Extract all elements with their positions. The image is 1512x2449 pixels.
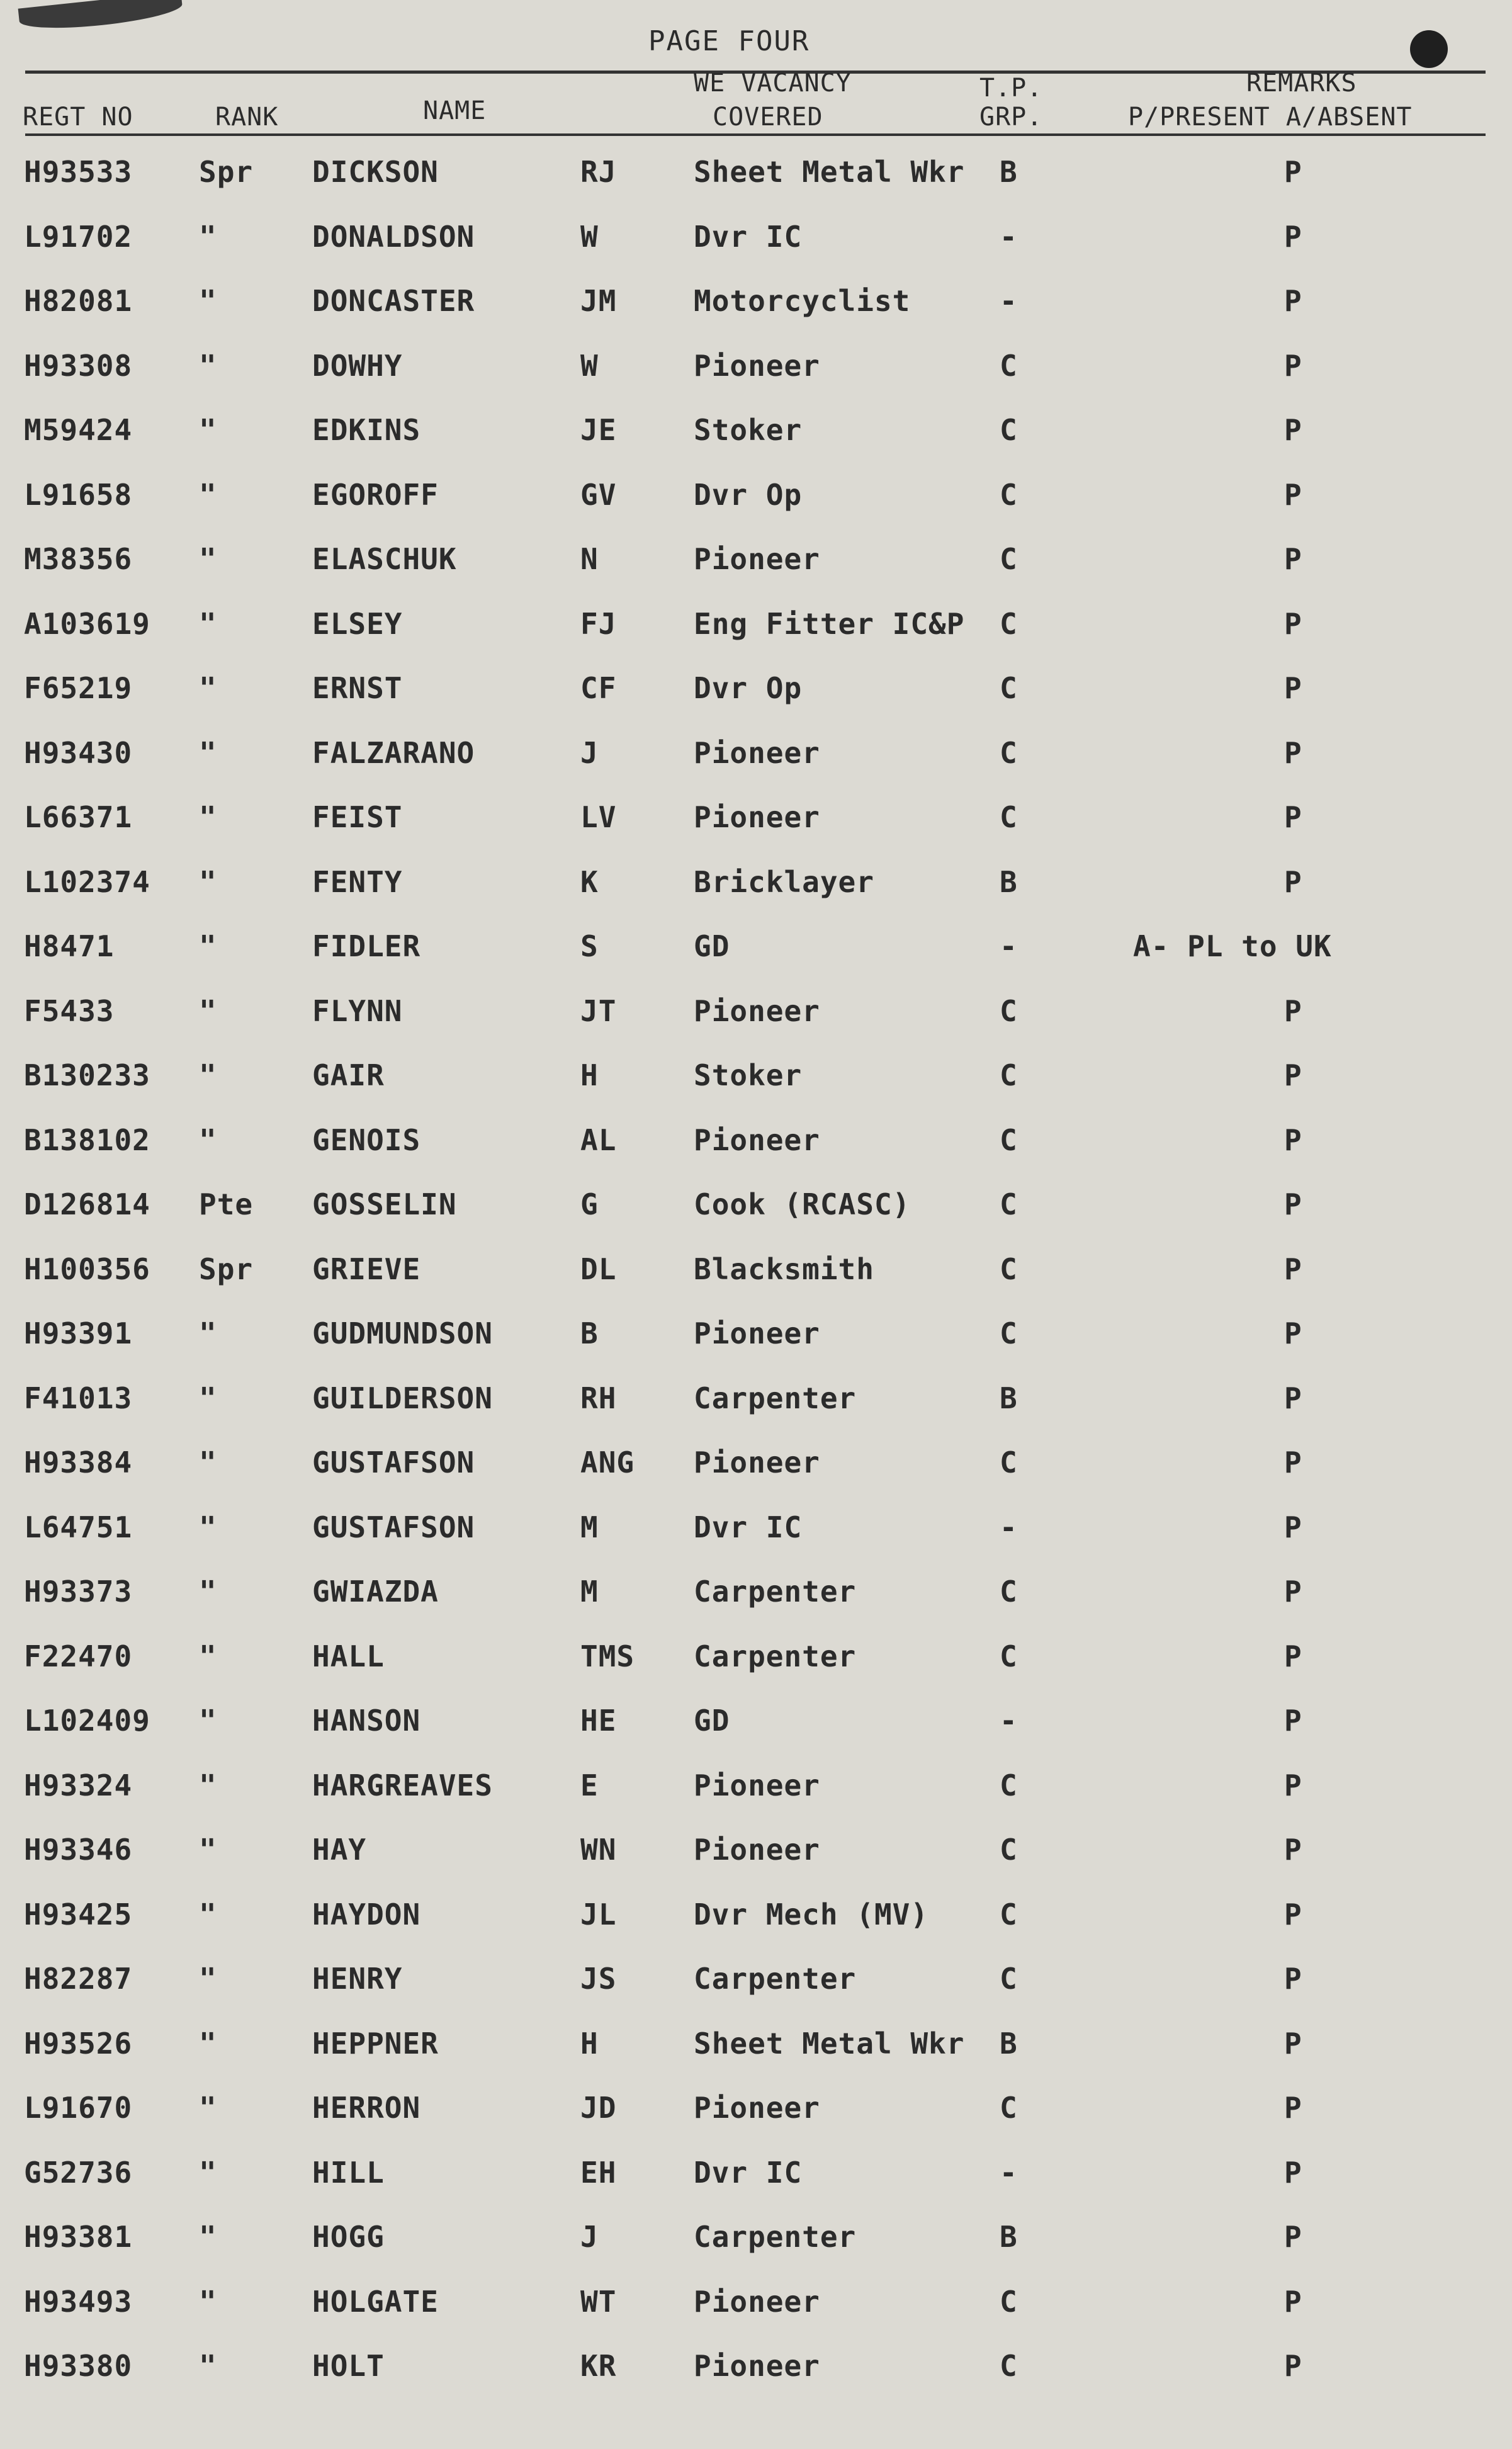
rank-cell: ": [199, 477, 217, 512]
initials-cell: JS: [580, 1962, 617, 1996]
rank-cell: Spr: [199, 155, 254, 189]
tp-group-cell: -: [1000, 1510, 1018, 1544]
tp-group-cell: C: [1000, 1962, 1018, 1996]
regt-no-cell: H93533: [24, 155, 133, 189]
initials-cell: JT: [580, 993, 617, 1028]
vacancy-cell: Eng Fitter IC&P: [694, 606, 965, 641]
initials-cell: WT: [580, 2284, 617, 2319]
initials-cell: JL: [580, 1897, 617, 1931]
remarks-cell: P: [1284, 284, 1302, 318]
table-row: [0, 211, 1512, 276]
initials-cell: RJ: [580, 155, 617, 189]
vacancy-cell: Carpenter: [694, 1381, 857, 1415]
table-row: [0, 1760, 1512, 1824]
remarks-cell: P: [1284, 1575, 1302, 1609]
surname-cell: HOLT: [312, 2349, 385, 2383]
header-regt-no: REGT NO: [23, 103, 133, 132]
rank-cell: ": [199, 2349, 217, 2383]
surname-cell: HANSON: [312, 1704, 421, 1738]
surname-cell: HENRY: [312, 1962, 403, 1996]
regt-no-cell: L64751: [24, 1510, 133, 1544]
regt-no-cell: M38356: [24, 542, 133, 576]
vacancy-cell: GD: [694, 929, 730, 963]
rank-cell: ": [199, 1123, 217, 1157]
tp-group-cell: C: [1000, 542, 1018, 576]
regt-no-cell: L102374: [24, 864, 150, 899]
vacancy-cell: Dvr IC: [694, 1510, 803, 1544]
regt-no-cell: H93493: [24, 2284, 133, 2319]
table-row: [0, 1566, 1512, 1631]
regt-no-cell: H93381: [24, 2220, 133, 2254]
remarks-cell: P: [1284, 2220, 1302, 2254]
vacancy-cell: Sheet Metal Wkr: [694, 2026, 965, 2061]
remarks-cell: P: [1284, 219, 1302, 254]
remarks-cell: P: [1284, 413, 1302, 447]
remarks-cell: P: [1284, 1445, 1302, 1479]
rank-cell: Spr: [199, 1252, 254, 1286]
rank-cell: ": [199, 348, 217, 383]
surname-cell: GUSTAFSON: [312, 1510, 475, 1544]
initials-cell: JE: [580, 413, 617, 447]
surname-cell: HEPPNER: [312, 2026, 439, 2061]
remarks-cell: P: [1284, 993, 1302, 1028]
rank-cell: ": [199, 542, 217, 576]
tp-group-cell: B: [1000, 2220, 1018, 2254]
vacancy-cell: Pioneer: [694, 542, 820, 576]
initials-cell: LV: [580, 800, 617, 834]
vacancy-cell: Carpenter: [694, 2220, 857, 2254]
tp-group-cell: B: [1000, 2026, 1018, 2061]
surname-cell: EGOROFF: [312, 477, 439, 512]
surname-cell: HARGREAVES: [312, 1768, 493, 1802]
rank-cell: ": [199, 2026, 217, 2061]
surname-cell: DONCASTER: [312, 284, 475, 318]
rank-cell: ": [199, 1316, 217, 1350]
initials-cell: WN: [580, 1833, 617, 1867]
surname-cell: HAY: [312, 1833, 367, 1867]
rank-cell: ": [199, 2091, 217, 2125]
remarks-cell: P: [1284, 1962, 1302, 1996]
vacancy-cell: Pioneer: [694, 735, 820, 770]
remarks-cell: P: [1284, 1768, 1302, 1802]
surname-cell: HILL: [312, 2155, 385, 2190]
surname-cell: FEIST: [312, 800, 403, 834]
initials-cell: N: [580, 542, 599, 576]
rank-cell: ": [199, 1381, 217, 1415]
tp-group-cell: C: [1000, 1833, 1018, 1867]
table-row: [0, 920, 1512, 985]
initials-cell: G: [580, 1187, 599, 1221]
remarks-cell: P: [1284, 2349, 1302, 2383]
remarks-cell: P: [1284, 606, 1302, 641]
surname-cell: FALZARANO: [312, 735, 475, 770]
rank-cell: ": [199, 413, 217, 447]
header-rank: RANK: [215, 103, 279, 132]
tp-group-cell: B: [1000, 864, 1018, 899]
remarks-cell: P: [1284, 348, 1302, 383]
tp-group-cell: C: [1000, 1316, 1018, 1350]
vacancy-cell: Carpenter: [694, 1962, 857, 1996]
remarks-cell: P: [1284, 1252, 1302, 1286]
tp-group-cell: C: [1000, 735, 1018, 770]
surname-cell: GUDMUNDSON: [312, 1316, 493, 1350]
header-tp-1: T.P.: [979, 74, 1043, 103]
tp-group-cell: C: [1000, 348, 1018, 383]
initials-cell: W: [580, 348, 599, 383]
rank-cell: ": [199, 671, 217, 705]
rank-cell: Pte: [199, 1187, 254, 1221]
tp-group-cell: C: [1000, 1187, 1018, 1221]
surname-cell: EDKINS: [312, 413, 421, 447]
remarks-cell: P: [1284, 671, 1302, 705]
remarks-cell: P: [1284, 155, 1302, 189]
table-row: [0, 1502, 1512, 1566]
regt-no-cell: F5433: [24, 993, 115, 1028]
table-row: [0, 985, 1512, 1050]
rank-cell: ": [199, 1510, 217, 1544]
initials-cell: JM: [580, 284, 617, 318]
surname-cell: ELASCHUK: [312, 542, 457, 576]
remarks-cell: P: [1284, 1058, 1302, 1092]
tp-group-cell: C: [1000, 2284, 1018, 2319]
tp-group-cell: C: [1000, 2349, 1018, 2383]
tp-group-cell: -: [1000, 2155, 1018, 2190]
initials-cell: K: [580, 864, 599, 899]
header-we-vacancy-2: COVERED: [713, 103, 823, 132]
table-row: [0, 2082, 1512, 2147]
vacancy-cell: Motorcyclist: [694, 284, 911, 318]
vacancy-cell: Pioneer: [694, 1833, 820, 1867]
surname-cell: GRIEVE: [312, 1252, 421, 1286]
initials-cell: DL: [580, 1252, 617, 1286]
regt-no-cell: H93346: [24, 1833, 133, 1867]
tp-group-cell: -: [1000, 219, 1018, 254]
vacancy-cell: Pioneer: [694, 2349, 820, 2383]
table-row: [0, 1437, 1512, 1502]
table-row: [0, 533, 1512, 598]
table-row: [0, 1372, 1512, 1437]
header-remarks-2: P/PRESENT A/ABSENT: [1128, 103, 1413, 132]
surname-cell: DONALDSON: [312, 219, 475, 254]
vacancy-cell: Bricklayer: [694, 864, 874, 899]
table-row: [0, 2340, 1512, 2405]
table-row: [0, 1049, 1512, 1114]
regt-no-cell: A103619: [24, 606, 150, 641]
tp-group-cell: C: [1000, 1639, 1018, 1673]
rank-cell: ": [199, 2284, 217, 2319]
vacancy-cell: Pioneer: [694, 1123, 820, 1157]
tp-group-cell: C: [1000, 800, 1018, 834]
regt-no-cell: M59424: [24, 413, 133, 447]
remarks-cell: P: [1284, 1123, 1302, 1157]
regt-no-cell: L66371: [24, 800, 133, 834]
tp-group-cell: C: [1000, 606, 1018, 641]
table-row: [0, 2276, 1512, 2341]
header-bottom-rule: [25, 133, 1486, 136]
initials-cell: AL: [580, 1123, 617, 1157]
remarks-cell: P: [1284, 1187, 1302, 1221]
vacancy-cell: Pioneer: [694, 348, 820, 383]
initials-cell: ANG: [580, 1445, 635, 1479]
table-row: [0, 2211, 1512, 2276]
regt-no-cell: H93430: [24, 735, 133, 770]
surname-cell: HALL: [312, 1639, 385, 1673]
punch-hole: [1410, 30, 1448, 68]
regt-no-cell: H93391: [24, 1316, 133, 1350]
table-row: [0, 598, 1512, 663]
table-row: [0, 856, 1512, 921]
initials-cell: H: [580, 1058, 599, 1092]
surname-cell: GUSTAFSON: [312, 1445, 475, 1479]
remarks-cell: P: [1284, 1510, 1302, 1544]
regt-no-cell: H8471: [24, 929, 115, 963]
vacancy-cell: Dvr Op: [694, 477, 803, 512]
initials-cell: JD: [580, 2091, 617, 2125]
regt-no-cell: L91658: [24, 477, 133, 512]
table-row: [0, 791, 1512, 856]
surname-cell: FENTY: [312, 864, 403, 899]
initials-cell: KR: [580, 2349, 617, 2383]
regt-no-cell: H82081: [24, 284, 133, 318]
rank-cell: ": [199, 929, 217, 963]
tp-group-cell: C: [1000, 413, 1018, 447]
vacancy-cell: GD: [694, 1704, 730, 1738]
tp-group-cell: C: [1000, 1252, 1018, 1286]
header-name: NAME: [423, 96, 487, 125]
tp-group-cell: -: [1000, 929, 1018, 963]
vacancy-cell: Pioneer: [694, 1445, 820, 1479]
rank-cell: ": [199, 735, 217, 770]
surname-cell: HOLGATE: [312, 2284, 439, 2319]
roll-table: [0, 146, 1512, 2405]
surname-cell: GUILDERSON: [312, 1381, 493, 1415]
vacancy-cell: Dvr Op: [694, 671, 803, 705]
regt-no-cell: H82287: [24, 1962, 133, 1996]
tp-group-cell: C: [1000, 477, 1018, 512]
header-we-vacancy-1: WE VACANCY: [694, 69, 852, 98]
initials-cell: CF: [580, 671, 617, 705]
vacancy-cell: Cook (RCASC): [694, 1187, 911, 1221]
vacancy-cell: Sheet Metal Wkr: [694, 155, 965, 189]
initials-cell: W: [580, 219, 599, 254]
rank-cell: ": [199, 1639, 217, 1673]
table-row: [0, 2147, 1512, 2212]
surname-cell: HERRON: [312, 2091, 421, 2125]
initials-cell: M: [580, 1575, 599, 1609]
initials-cell: M: [580, 1510, 599, 1544]
surname-cell: FLYNN: [312, 993, 403, 1028]
table-row: [0, 1114, 1512, 1179]
surname-cell: DOWHY: [312, 348, 403, 383]
initials-cell: TMS: [580, 1639, 635, 1673]
initials-cell: RH: [580, 1381, 617, 1415]
table-row: [0, 1243, 1512, 1308]
tp-group-cell: -: [1000, 1704, 1018, 1738]
rank-cell: ": [199, 864, 217, 899]
remarks-cell: P: [1284, 1833, 1302, 1867]
tp-group-cell: C: [1000, 1897, 1018, 1931]
rank-cell: ": [199, 284, 217, 318]
vacancy-cell: Pioneer: [694, 800, 820, 834]
table-row: [0, 1308, 1512, 1372]
regt-no-cell: H93380: [24, 2349, 133, 2383]
table-row: [0, 1631, 1512, 1695]
rank-cell: ": [199, 1962, 217, 1996]
regt-no-cell: H100356: [24, 1252, 150, 1286]
tp-group-cell: B: [1000, 1381, 1018, 1415]
remarks-cell: P: [1284, 2026, 1302, 2061]
tp-group-cell: B: [1000, 155, 1018, 189]
table-row: [0, 727, 1512, 792]
vacancy-cell: Pioneer: [694, 993, 820, 1028]
tp-group-cell: C: [1000, 2091, 1018, 2125]
table-row: [0, 275, 1512, 340]
remarks-cell: P: [1284, 735, 1302, 770]
table-row: [0, 1695, 1512, 1760]
initials-cell: J: [580, 2220, 599, 2254]
table-row: [0, 469, 1512, 534]
rank-cell: ": [199, 800, 217, 834]
vacancy-cell: Stoker: [694, 1058, 803, 1092]
initials-cell: S: [580, 929, 599, 963]
vacancy-cell: Dvr IC: [694, 219, 803, 254]
table-row: [0, 340, 1512, 405]
remarks-cell: P: [1284, 864, 1302, 899]
tp-group-cell: C: [1000, 671, 1018, 705]
rank-cell: ": [199, 2155, 217, 2190]
surname-cell: DICKSON: [312, 155, 439, 189]
remarks-cell: P: [1284, 1381, 1302, 1415]
rank-cell: ": [199, 1704, 217, 1738]
tp-group-cell: C: [1000, 1768, 1018, 1802]
regt-no-cell: G52736: [24, 2155, 133, 2190]
vacancy-cell: Carpenter: [694, 1639, 857, 1673]
rank-cell: ": [199, 993, 217, 1028]
vacancy-cell: Pioneer: [694, 1316, 820, 1350]
remarks-cell: P: [1284, 1639, 1302, 1673]
vacancy-cell: Carpenter: [694, 1575, 857, 1609]
table-row: [0, 1953, 1512, 2018]
remarks-cell: P: [1284, 477, 1302, 512]
surname-cell: GWIAZDA: [312, 1575, 439, 1609]
tp-group-cell: C: [1000, 993, 1018, 1028]
initials-cell: H: [580, 2026, 599, 2061]
surname-cell: GENOIS: [312, 1123, 421, 1157]
remarks-cell: P: [1284, 1704, 1302, 1738]
vacancy-cell: Stoker: [694, 413, 803, 447]
surname-cell: HAYDON: [312, 1897, 421, 1931]
surname-cell: HOGG: [312, 2220, 385, 2254]
vacancy-cell: Pioneer: [694, 2091, 820, 2125]
regt-no-cell: H93324: [24, 1768, 133, 1802]
rank-cell: ": [199, 1897, 217, 1931]
initials-cell: GV: [580, 477, 617, 512]
header-remarks-1: REMARKS: [1246, 69, 1357, 98]
remarks-cell: P: [1284, 800, 1302, 834]
regt-no-cell: L102409: [24, 1704, 150, 1738]
regt-no-cell: B138102: [24, 1123, 150, 1157]
remarks-cell: P: [1284, 2284, 1302, 2319]
regt-no-cell: L91670: [24, 2091, 133, 2125]
table-row: [0, 662, 1512, 727]
rank-cell: ": [199, 2220, 217, 2254]
page-title: PAGE FOUR: [648, 25, 810, 57]
ink-stain: [18, 0, 184, 33]
regt-no-cell: H93384: [24, 1445, 133, 1479]
tp-group-cell: C: [1000, 1445, 1018, 1479]
surname-cell: FIDLER: [312, 929, 421, 963]
surname-cell: GOSSELIN: [312, 1187, 457, 1221]
tp-group-cell: C: [1000, 1575, 1018, 1609]
vacancy-cell: Blacksmith: [694, 1252, 874, 1286]
surname-cell: ERNST: [312, 671, 403, 705]
remarks-cell: P: [1284, 1316, 1302, 1350]
regt-no-cell: F65219: [24, 671, 133, 705]
regt-no-cell: B130233: [24, 1058, 150, 1092]
rank-cell: ": [199, 219, 217, 254]
initials-cell: HE: [580, 1704, 617, 1738]
vacancy-cell: Pioneer: [694, 1768, 820, 1802]
initials-cell: EH: [580, 2155, 617, 2190]
table-row: [0, 404, 1512, 469]
vacancy-cell: Dvr IC: [694, 2155, 803, 2190]
initials-cell: E: [580, 1768, 599, 1802]
regt-no-cell: F41013: [24, 1381, 133, 1415]
tp-group-cell: -: [1000, 284, 1018, 318]
tp-group-cell: C: [1000, 1058, 1018, 1092]
table-row: [0, 1889, 1512, 1954]
regt-no-cell: F22470: [24, 1639, 133, 1673]
vacancy-cell: Dvr Mech (MV): [694, 1897, 929, 1931]
remarks-cell: A- PL to UK: [1133, 929, 1332, 963]
surname-cell: GAIR: [312, 1058, 385, 1092]
regt-no-cell: H93425: [24, 1897, 133, 1931]
remarks-cell: P: [1284, 1897, 1302, 1931]
rank-cell: ": [199, 1058, 217, 1092]
remarks-cell: P: [1284, 2155, 1302, 2190]
initials-cell: B: [580, 1316, 599, 1350]
header-grp-2: GRP.: [979, 103, 1043, 132]
remarks-cell: P: [1284, 2091, 1302, 2125]
table-row: [0, 146, 1512, 211]
table-row: [0, 1179, 1512, 1243]
rank-cell: ": [199, 1575, 217, 1609]
vacancy-cell: Pioneer: [694, 2284, 820, 2319]
regt-no-cell: H93373: [24, 1575, 133, 1609]
regt-no-cell: D126814: [24, 1187, 150, 1221]
rank-cell: ": [199, 1445, 217, 1479]
regt-no-cell: H93308: [24, 348, 133, 383]
table-row: [0, 2018, 1512, 2083]
regt-no-cell: L91702: [24, 219, 133, 254]
tp-group-cell: C: [1000, 1123, 1018, 1157]
rank-cell: ": [199, 1833, 217, 1867]
initials-cell: J: [580, 735, 599, 770]
initials-cell: FJ: [580, 606, 617, 641]
table-row: [0, 1824, 1512, 1889]
surname-cell: ELSEY: [312, 606, 403, 641]
remarks-cell: P: [1284, 542, 1302, 576]
rank-cell: ": [199, 1768, 217, 1802]
regt-no-cell: H93526: [24, 2026, 133, 2061]
rank-cell: ": [199, 606, 217, 641]
